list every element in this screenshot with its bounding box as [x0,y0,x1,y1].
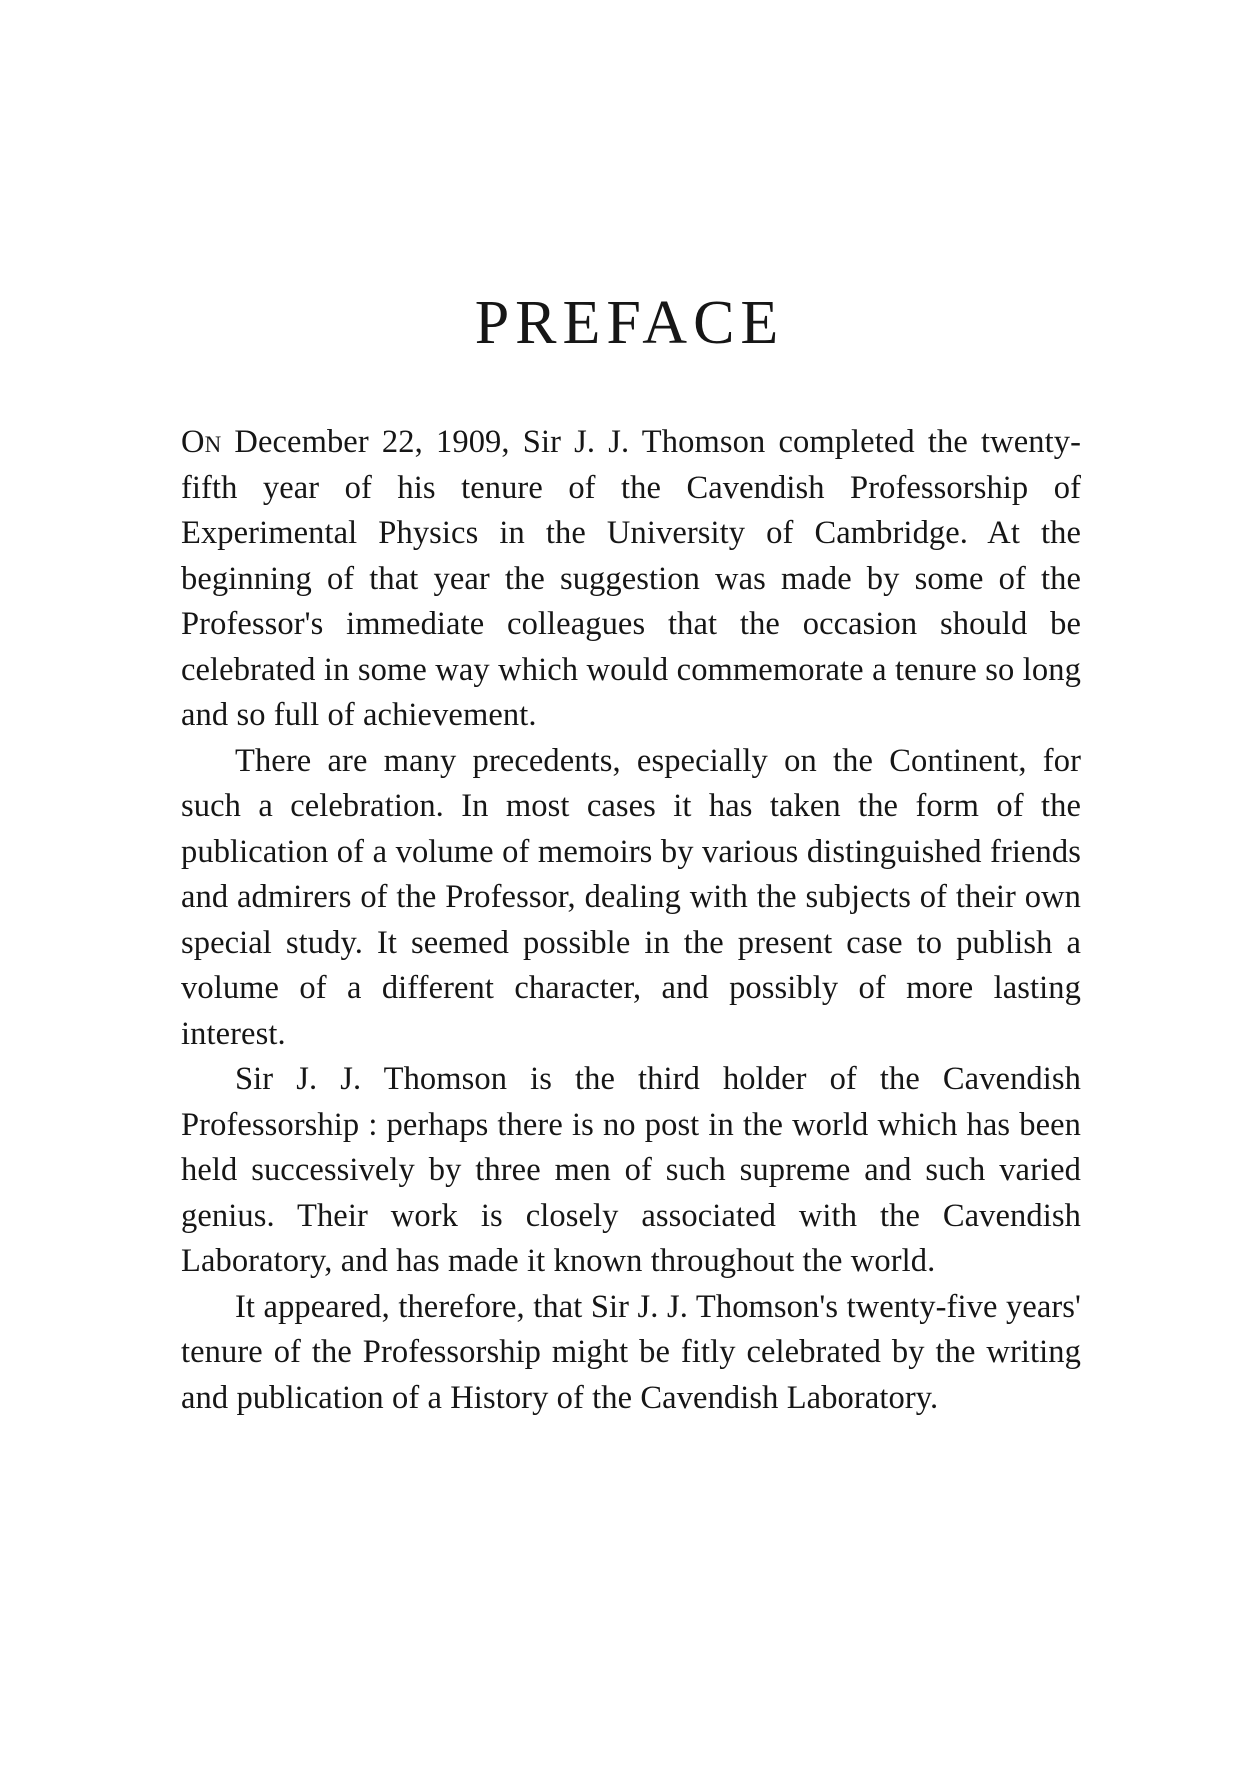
paragraph-1 [181,420,1081,739]
page-title: PREFACE [474,289,785,357]
paragraph-4: It appeared, therefore, that Sir J. J. Thomson's twenty-five years' tenure of the Professorship might be fitly celebrated by the writing and publication of a History of the Cavendish Laboratory. [181,1288,1081,1416]
preface-body [181,420,1081,1421]
paragraph-1-text: December 22, 1909, Sir J. J. Thomson completed the twenty-fifth year of his tenure of the Cavendish Professorship of Experimental Physics in the University of Cambridge. At the beginning of that year the suggestion was made by some of the Professor's immediate colleagues that the occasion should be celebrated in some way which would commemorate a tenure so long and so full of achievement. [181,424,1081,733]
paragraph-1-lead: On [181,424,222,460]
paragraph-2: There are many precedents, especially on the Continent, for such a celebration. In most cases it has taken the form of the publication of a volume of memoirs by various distinguished friends and admirers of the Professor, dealing with the subjects of their own special study. It seemed possible in the present case to publish a volume of a different character, and possibly of more lasting interest. [181,742,1081,1052]
paragraph-3: Sir J. J. Thomson is the third holder of the Cavendish Professorship : perhaps there is no post in the world which has been held successively by three men of such supreme and such varied genius. Their work is closely associated with the Cavendish Laboratory, and has made it known throughout the world. [181,1061,1081,1279]
